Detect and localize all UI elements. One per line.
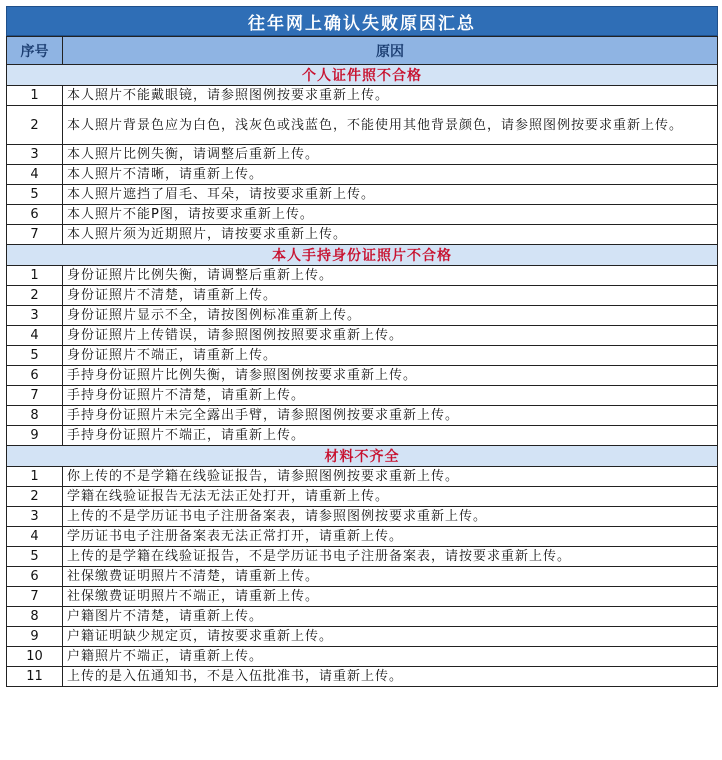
table-row xyxy=(7,145,718,165)
table-row xyxy=(7,185,718,205)
table-row xyxy=(7,627,718,647)
table-row xyxy=(7,406,718,426)
row-reason: 身份证照片显示不全，请按图例标准重新上传。 xyxy=(63,306,718,326)
row-number: 5 xyxy=(7,346,63,366)
row-number: 8 xyxy=(7,607,63,627)
table-row xyxy=(7,567,718,587)
row-number: 4 xyxy=(7,165,63,185)
row-reason: 本人照片比例失衡，请调整后重新上传。 xyxy=(63,145,718,165)
table-row xyxy=(7,527,718,547)
row-reason: 本人照片背景色应为白色，浅灰色或浅蓝色，不能使用其他背景颜色，请参照图例按要求重新上传。 xyxy=(63,106,718,145)
row-reason: 上传的是入伍通知书，不是入伍批准书，请重新上传。 xyxy=(63,667,718,687)
header-no: 序号 xyxy=(7,37,63,65)
row-reason: 本人照片不能P图，请按要求重新上传。 xyxy=(63,205,718,225)
row-number: 3 xyxy=(7,145,63,165)
table-row xyxy=(7,607,718,627)
table-row xyxy=(7,165,718,185)
row-number: 7 xyxy=(7,386,63,406)
row-number: 1 xyxy=(7,266,63,286)
row-reason: 上传的不是学历证书电子注册备案表，请参照图例按要求重新上传。 xyxy=(63,507,718,527)
row-reason: 本人照片不清晰，请重新上传。 xyxy=(63,165,718,185)
table-body xyxy=(7,65,718,687)
row-reason: 本人照片须为近期照片，请按要求重新上传。 xyxy=(63,225,718,245)
row-number: 10 xyxy=(7,647,63,667)
row-number: 9 xyxy=(7,426,63,446)
row-reason: 本人照片不能戴眼镜，请参照图例按要求重新上传。 xyxy=(63,86,718,106)
row-reason: 身份证照片比例失衡，请调整后重新上传。 xyxy=(63,266,718,286)
section-header-row xyxy=(7,245,718,266)
row-number: 3 xyxy=(7,306,63,326)
table-row xyxy=(7,587,718,607)
table-row xyxy=(7,286,718,306)
row-number: 4 xyxy=(7,527,63,547)
row-reason: 身份证照片上传错误，请参照图例按照要求重新上传。 xyxy=(63,326,718,346)
table-row xyxy=(7,106,718,145)
section-header-row xyxy=(7,446,718,467)
reasons-table xyxy=(6,36,718,687)
row-reason: 手持身份证照片未完全露出手臂，请参照图例按要求重新上传。 xyxy=(63,406,718,426)
table-row xyxy=(7,487,718,507)
row-reason: 户籍证明缺少规定页，请按要求重新上传。 xyxy=(63,627,718,647)
summary-table-container xyxy=(6,6,718,687)
row-number: 5 xyxy=(7,185,63,205)
row-number: 2 xyxy=(7,286,63,306)
table-row xyxy=(7,647,718,667)
row-reason: 你上传的不是学籍在线验证报告，请参照图例按要求重新上传。 xyxy=(63,467,718,487)
header-row xyxy=(7,37,718,65)
row-reason: 社保缴费证明照片不端正，请重新上传。 xyxy=(63,587,718,607)
row-reason: 上传的是学籍在线验证报告，不是学历证书电子注册备案表，请按要求重新上传。 xyxy=(63,547,718,567)
table-row xyxy=(7,547,718,567)
row-number: 6 xyxy=(7,205,63,225)
table-title: 往年网上确认失败原因汇总 xyxy=(6,6,718,36)
table-row xyxy=(7,86,718,106)
section-header-row xyxy=(7,65,718,86)
table-row xyxy=(7,205,718,225)
row-number: 7 xyxy=(7,225,63,245)
row-number: 6 xyxy=(7,567,63,587)
row-reason: 学历证书电子注册备案表无法正常打开，请重新上传。 xyxy=(63,527,718,547)
row-reason: 本人照片遮挡了眉毛、耳朵，请按要求重新上传。 xyxy=(63,185,718,205)
table-row xyxy=(7,366,718,386)
row-reason: 户籍照片不端正，请重新上传。 xyxy=(63,647,718,667)
row-number: 8 xyxy=(7,406,63,426)
table-row xyxy=(7,346,718,366)
table-row xyxy=(7,326,718,346)
table-row xyxy=(7,266,718,286)
row-number: 9 xyxy=(7,627,63,647)
row-number: 5 xyxy=(7,547,63,567)
table-row xyxy=(7,306,718,326)
row-number: 7 xyxy=(7,587,63,607)
row-number: 11 xyxy=(7,667,63,687)
header-reason: 原因 xyxy=(63,37,718,65)
section-heading: 个人证件照不合格 xyxy=(7,65,718,86)
table-row xyxy=(7,507,718,527)
row-reason: 手持身份证照片比例失衡，请参照图例按要求重新上传。 xyxy=(63,366,718,386)
table-row xyxy=(7,225,718,245)
row-number: 3 xyxy=(7,507,63,527)
row-reason: 手持身份证照片不端正，请重新上传。 xyxy=(63,426,718,446)
row-number: 6 xyxy=(7,366,63,386)
section-heading: 材料不齐全 xyxy=(7,446,718,467)
row-number: 2 xyxy=(7,106,63,145)
row-number: 1 xyxy=(7,86,63,106)
table-row xyxy=(7,667,718,687)
row-reason: 学籍在线验证报告无法无法正处打开，请重新上传。 xyxy=(63,487,718,507)
row-reason: 手持身份证照片不清楚，请重新上传。 xyxy=(63,386,718,406)
row-number: 1 xyxy=(7,467,63,487)
section-heading: 本人手持身份证照片不合格 xyxy=(7,245,718,266)
row-number: 2 xyxy=(7,487,63,507)
row-number: 4 xyxy=(7,326,63,346)
table-row xyxy=(7,426,718,446)
row-reason: 户籍图片不清楚，请重新上传。 xyxy=(63,607,718,627)
row-reason: 身份证照片不端正，请重新上传。 xyxy=(63,346,718,366)
table-row xyxy=(7,386,718,406)
row-reason: 身份证照片不清楚，请重新上传。 xyxy=(63,286,718,306)
table-row xyxy=(7,467,718,487)
row-reason: 社保缴费证明照片不清楚，请重新上传。 xyxy=(63,567,718,587)
